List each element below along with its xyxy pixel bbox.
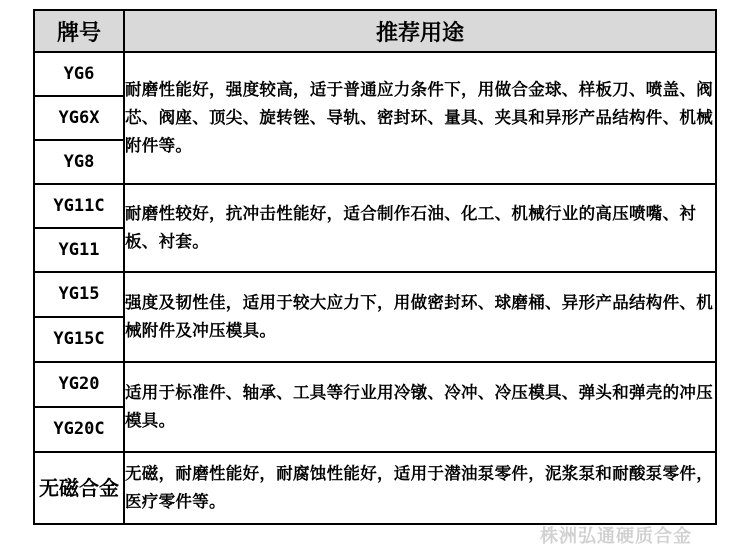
watermark: 株洲弘通硬质合金 (540, 526, 692, 547)
usage-cell: 适用于标准件、轴承、工具等行业用冷镦、冷冲、冷压模具、弹头和弹壳的冲压模具。 (124, 362, 716, 452)
grade-cell: YG6 (34, 52, 124, 96)
usage-cell: 耐磨性能好，强度较高，适于普通应力条件下，用做合金球、样板刀、喷盖、阀芯、阀座、顶尖、旋转锉、导轨、密封环、量具、夹具和异形产品结构件、机械附件等。 (124, 52, 716, 184)
usage-cell: 强度及韧性佳，适用于较大应力下，用做密封环、球磨桶、异形产品结构件、机械附件及冲压模具。 (124, 272, 716, 362)
grade-cell: YG20 (34, 362, 124, 407)
table-row (34, 52, 716, 96)
grade-cell: YG20C (34, 407, 124, 452)
header-grade: 牌号 (34, 10, 124, 52)
grade-cell: YG11C (34, 184, 124, 228)
usage-cell: 耐磨性较好，抗冲击性能好，适合制作石油、化工、机械行业的高压喷嘴、衬板、衬套。 (124, 184, 716, 272)
usage-cell: 无磁，耐磨性能好，耐腐蚀性能好，适用于潜油泵零件，泥浆泵和耐酸泵零件，医疗零件等。 (124, 452, 716, 524)
grade-cell: YG8 (34, 140, 124, 184)
grade-cell: YG11 (34, 228, 124, 272)
grade-cell: YG6X (34, 96, 124, 140)
table-row (34, 362, 716, 407)
table-row (34, 184, 716, 228)
grade-cell: 无磁合金 (34, 452, 124, 524)
grade-cell: YG15C (34, 317, 124, 362)
table-row (34, 452, 716, 524)
header-row (34, 10, 716, 52)
header-usage: 推荐用途 (124, 10, 716, 52)
table-row (34, 272, 716, 317)
grade-cell: YG15 (34, 272, 124, 317)
grade-usage-table (33, 9, 717, 525)
